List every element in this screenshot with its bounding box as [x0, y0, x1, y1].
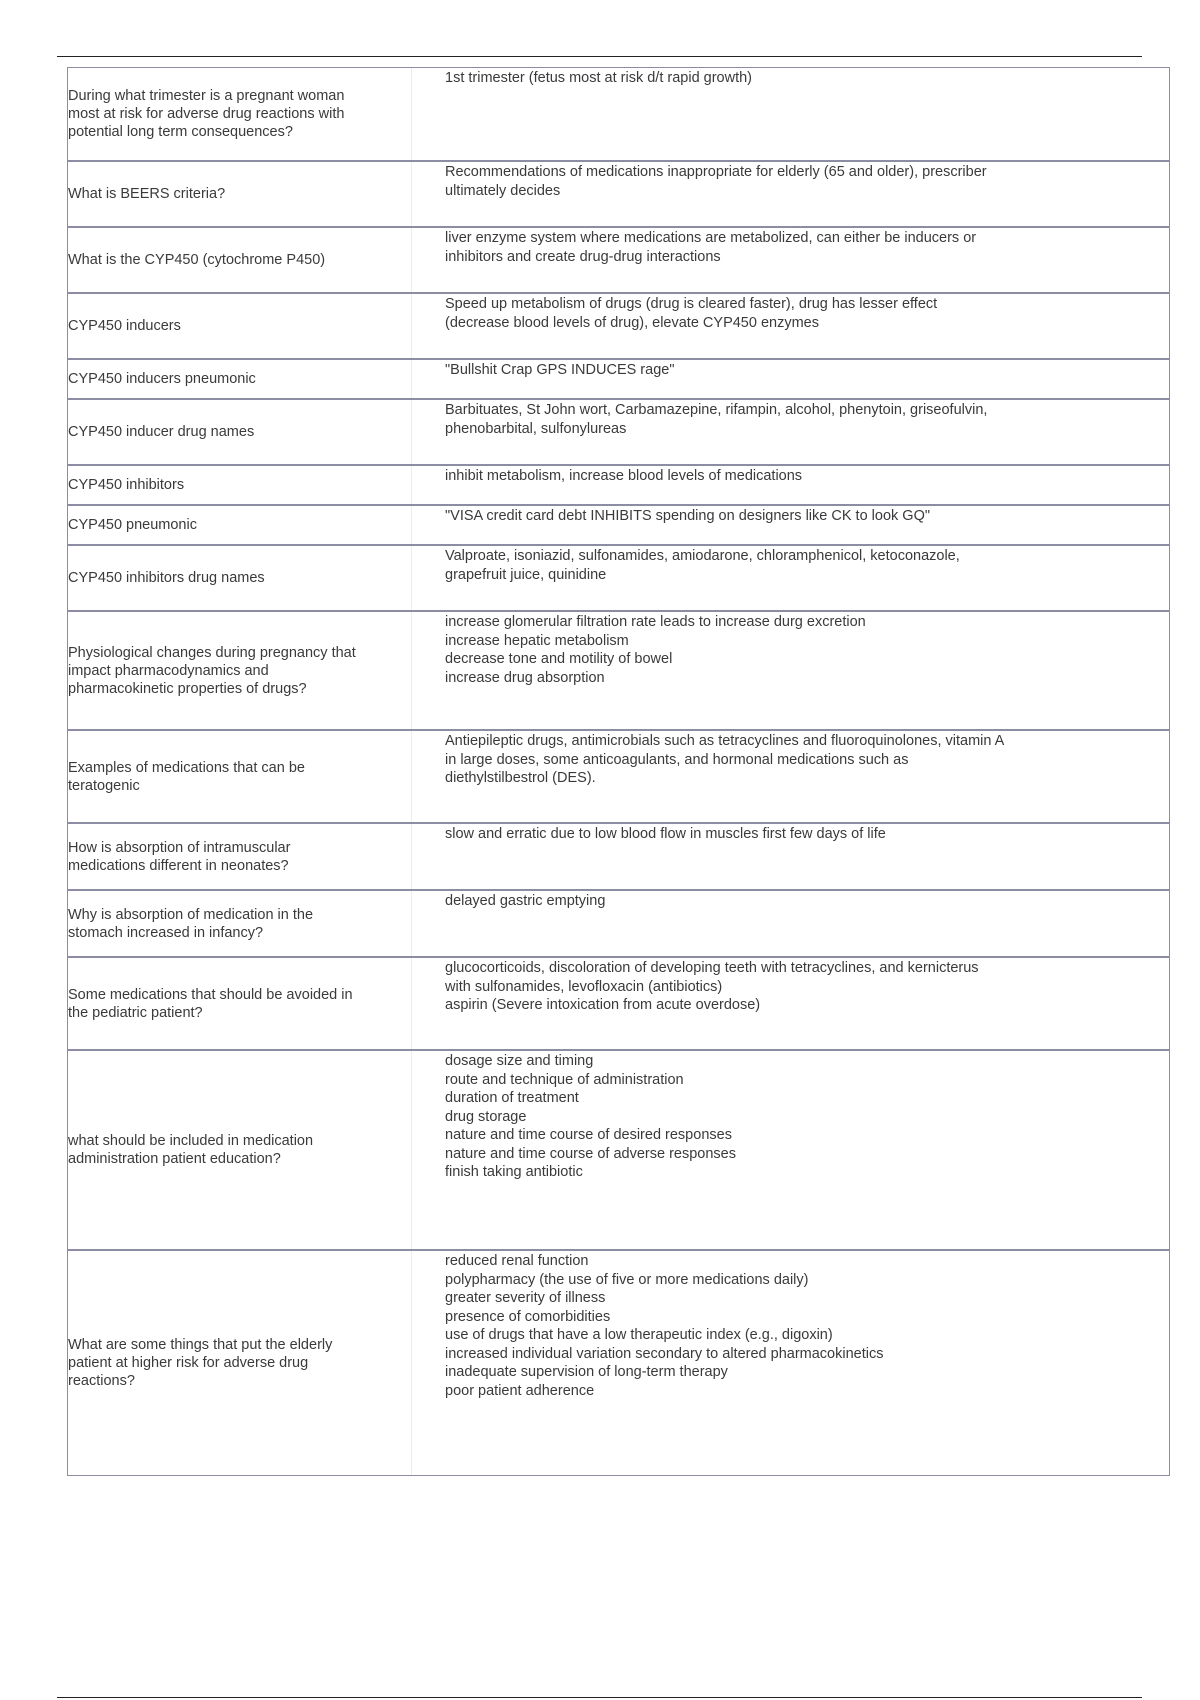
- table-row: [68, 226, 1169, 292]
- definition-cell: [412, 400, 1169, 464]
- table-row: [68, 729, 1169, 822]
- definition-cell: [412, 68, 1169, 160]
- table-row: [68, 822, 1169, 889]
- term-cell: [68, 400, 412, 464]
- table-row: [68, 504, 1169, 544]
- table-row: [68, 544, 1169, 610]
- table-row: [68, 610, 1169, 729]
- definition-text: glucocorticoids, discoloration of developing teeth with tetracyclines, and kernicterus with sulfonamides, levofloxacin (antibiotics) aspirin (Severe intoxication from acute overdose): [445, 960, 979, 1013]
- term-text: Physiological changes during pregnancy that impact pharmacodynamics and pharmacokinetic properties of drugs?: [68, 644, 356, 697]
- term-cell: [68, 958, 412, 1049]
- table-row: [68, 358, 1169, 398]
- top-divider-line: [57, 56, 1142, 57]
- definition-text: Antiepileptic drugs, antimicrobials such as tetracyclines and fluoroquinolones, vitamin A in large doses, some anticoagulants, and hormonal medications such as diethylstilbestrol (DES).: [445, 733, 1005, 786]
- term-cell: [68, 546, 412, 610]
- definition-cell: [412, 466, 1169, 504]
- table-row: [68, 68, 1169, 160]
- term-text: How is absorption of intramuscular medications different in neonates?: [68, 839, 291, 874]
- definition-cell: [412, 731, 1169, 822]
- term-text: CYP450 inhibitors: [68, 477, 185, 493]
- definition-cell: [412, 891, 1169, 956]
- term-cell: [68, 891, 412, 956]
- term-cell: [68, 466, 412, 504]
- definition-cell: [412, 506, 1169, 544]
- definition-text: Barbituates, St John wort, Carbamazepine, rifampin, alcohol, phenytoin, griseofulvin, phenobarbital, sulfonylureas: [445, 402, 988, 437]
- definition-text: "VISA credit card debt INHIBITS spending on designers like CK to look GQ": [445, 508, 930, 524]
- term-cell: [68, 612, 412, 729]
- definition-text: Speed up metabolism of drugs (drug is cleared faster), drug has lesser effect (decrease blood levels of drug), elevate CYP450 enzymes: [445, 296, 938, 331]
- term-cell: [68, 294, 412, 358]
- definition-text: Recommendations of medications inappropriate for elderly (65 and older), prescriber ultimately decides: [445, 164, 987, 199]
- term-text: CYP450 pneumonic: [68, 517, 197, 533]
- term-text: what should be included in medication administration patient education?: [68, 1133, 314, 1167]
- term-text: CYP450 inhibitors drug names: [68, 570, 265, 586]
- term-text: What is the CYP450 (cytochrome P450): [68, 252, 326, 268]
- table-row: [68, 889, 1169, 956]
- term-text: CYP450 inducers: [68, 318, 181, 334]
- term-text: Some medications that should be avoided in the pediatric patient?: [68, 986, 353, 1021]
- bottom-divider-line: [57, 1697, 1142, 1698]
- term-cell: [68, 228, 412, 292]
- table-row: [68, 956, 1169, 1049]
- definition-text: liver enzyme system where medications are metabolized, can either be inducers or inhibitors and create drug-drug interactions: [445, 230, 977, 265]
- definition-text: 1st trimester (fetus most at risk d/t rapid growth): [445, 70, 753, 86]
- definition-text: reduced renal function polypharmacy (the use of five or more medications daily) greater severity of illness presence of comorbidities use of drugs that have a low therapeutic index (e.g., digoxin) increased individual variation secondary to altered pharmacokinetics inadequate supervision of long-term therapy poor patient adherence: [445, 1253, 884, 1399]
- definition-cell: [412, 294, 1169, 358]
- term-text: Why is absorption of medication in the stomach increased in infancy?: [68, 906, 314, 941]
- term-cell: [68, 1251, 412, 1475]
- term-text: Examples of medications that can be teratogenic: [68, 759, 305, 794]
- term-cell: [68, 731, 412, 822]
- definition-cell: [412, 228, 1169, 292]
- definition-text: inhibit metabolism, increase blood levels of medications: [445, 468, 803, 484]
- flashcard-table: [67, 67, 1170, 1476]
- definition-cell: [412, 612, 1169, 729]
- table-row: [68, 398, 1169, 464]
- term-cell: [68, 506, 412, 544]
- term-cell: [68, 68, 412, 160]
- definition-text: delayed gastric emptying: [445, 893, 606, 909]
- definition-cell: [412, 1251, 1169, 1475]
- table-row: [68, 160, 1169, 226]
- term-cell: [68, 360, 412, 398]
- term-text: What is BEERS criteria?: [68, 186, 226, 202]
- definition-cell: [412, 162, 1169, 226]
- definition-text: increase glomerular filtration rate leads to increase durg excretion increase hepatic metabolism decrease tone and motility of bowel increase drug absorption: [445, 614, 866, 686]
- term-text: CYP450 inducer drug names: [68, 424, 255, 440]
- table-row: [68, 292, 1169, 358]
- definition-cell: [412, 360, 1169, 398]
- term-cell: [68, 1051, 412, 1249]
- term-cell: [68, 824, 412, 889]
- definition-cell: [412, 958, 1169, 1049]
- definition-cell: [412, 546, 1169, 610]
- term-text: During what trimester is a pregnant woman most at risk for adverse drug reactions with potential long term consequences?: [68, 88, 345, 140]
- definition-cell: [412, 824, 1169, 889]
- table-row: [68, 464, 1169, 504]
- definition-text: Valproate, isoniazid, sulfonamides, amiodarone, chloramphenicol, ketoconazole, grapefruit juice, quinidine: [445, 548, 960, 583]
- definition-text: dosage size and timing route and technique of administration duration of treatment drug storage nature and time course of desired responses nature and time course of adverse responses finish taking antibiotic: [445, 1053, 736, 1180]
- definition-text: "Bullshit Crap GPS INDUCES rage": [445, 362, 675, 378]
- term-text: What are some things that put the elderly patient at higher risk for adverse drug reactions?: [68, 1337, 333, 1389]
- definition-text: slow and erratic due to low blood flow in muscles first few days of life: [445, 826, 886, 842]
- definition-cell: [412, 1051, 1169, 1249]
- term-cell: [68, 162, 412, 226]
- table-row: [68, 1049, 1169, 1249]
- term-text: CYP450 inducers pneumonic: [68, 371, 256, 387]
- table-row: [68, 1249, 1169, 1475]
